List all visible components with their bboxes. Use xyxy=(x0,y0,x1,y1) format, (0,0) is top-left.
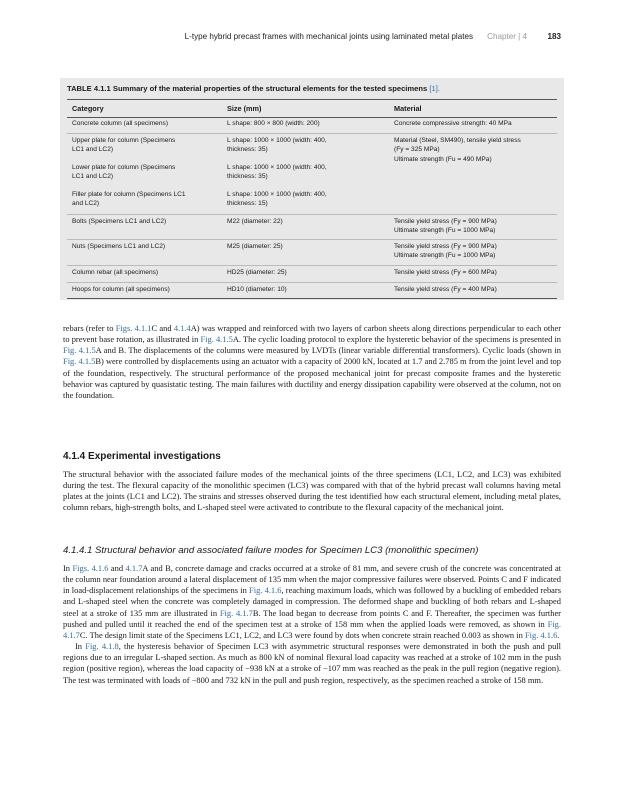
cell-size: L shape: 1000 × 1000 (width: 400, thickness: 35) xyxy=(227,137,327,154)
text: B. The load began to decrease from points C and F. Thereafter, the specimen was further pushed and pulled until it reached the end of the specimen test at a stroke of 158 mm when the applied loads were removed, as shown in xyxy=(63,607,561,629)
text: A and B. The displacements of the columns were measured by LVDTs (linear variable differential transformers). Cyclic loads (shown in xyxy=(95,345,561,356)
figure-link[interactable]: Fig. 4.1.6 xyxy=(524,629,558,640)
figure-link[interactable]: Fig. 4.1.7 xyxy=(219,607,253,618)
table-row xyxy=(67,187,557,215)
cell-size: HD25 (diameter: 25) xyxy=(227,269,287,276)
figure-link[interactable]: Fig. 4.1.5 xyxy=(63,345,96,356)
cell-material: Tensile yield stress (Fy = 900 MPa) Ultimate strength (Fu = 1000 MPa) xyxy=(394,218,497,235)
cell-material: Concrete compressive strength: 40 MPa xyxy=(394,120,512,127)
text: In xyxy=(75,641,83,652)
table-row xyxy=(67,265,557,283)
table-caption xyxy=(67,84,440,93)
text: The structural behavior with the associated failure modes of the mechanical joints of the three specimens (LC1, LC2, and LC3) was exhibited during the test. The flexural capacity of the monolithic specimen (LC3) was compared with that of the hybrid precast wall columns having metal plates at the joints (LC1 and LC2). The strains and stresses observed during the test identified how each structural element, including metal plates, column rebars, high-strength bolts, and L-shaped steel were activated to contribute to the flexural capacity of the mechanical joint. xyxy=(63,469,561,513)
cell-category: Concrete column (all specimens) xyxy=(72,120,169,127)
text: and xyxy=(110,563,124,573)
table-row xyxy=(67,239,557,266)
table-row xyxy=(67,214,557,240)
figure-link[interactable]: Fig. 4.1.8 xyxy=(85,641,119,652)
cell-material: Material (Steel, SM490), tensile yield stress (Fy = 325 MPa) Ultimate strength (Fu = 490 MPa) xyxy=(394,137,521,163)
header-material: Material xyxy=(394,104,422,113)
header-size: Size (mm) xyxy=(227,104,262,113)
table-caption-reference[interactable]: [1]. xyxy=(429,84,440,93)
table-label: TABLE 4.1.1 xyxy=(67,84,111,93)
subsection-heading: 4.1.4.1 Structural behavior and associated failure modes for Specimen LC3 (monolithic specimen) xyxy=(63,545,479,556)
cell-size: L shape: 800 × 800 (width: 200) xyxy=(227,120,320,127)
page-number: 183 xyxy=(547,32,561,41)
text: In xyxy=(63,563,71,573)
chapter-label: Chapter | 4 xyxy=(487,32,527,41)
table-row xyxy=(67,133,557,163)
table-caption-text: Summary of the material properties of the structural elements for the tested specimens xyxy=(112,84,428,93)
paragraph-lc3-failure xyxy=(63,563,561,686)
text: B) were controlled by displacements using an actuator with a capacity of 2000 kN, located at 1.7 and 2.785 m from the joint level and top of the foundation, respectively. The structural performance of the proposed mechanical joint for precast composite frames and the hysteretic behavior was captured by quasistatic testing. The main failures with ductility and energy dissipation capability were observed at the column, not on the foundation. xyxy=(63,356,561,400)
cell-category: Lower plate for column (Specimens LC1 and LC2) xyxy=(72,164,176,181)
cell-material: Tensile yield stress (Fy = 900 MPa) Ultimate strength (Fu = 1000 MPa) xyxy=(394,243,497,260)
text: C. The design limit state of the Specimens LC1, LC2, and LC3 were found by dots when concrete strain reached 0.003 as shown in xyxy=(79,629,523,640)
header-category: Category xyxy=(72,104,104,113)
running-title: L-type hybrid precast frames with mechanical joints using laminated metal plates xyxy=(184,32,473,41)
text: A) was wrapped and reinforced with two layers of carbon sheets along directions perpendicular to each other to prevent base rotation, as illustrated in xyxy=(63,323,562,345)
cell-category: Bolts (Specimens LC1 and LC2) xyxy=(72,218,167,225)
cell-category: Column rebar (all specimens) xyxy=(72,269,159,276)
paragraph-experimental xyxy=(63,469,561,514)
text: , reaching maximum loads, which was followed by a buckling of embedded rebars and L-shaped steel when the concrete was completely damaged in compression. The deformed shape and buckling of both rebars and L-shaped steel at a stroke of 135 mm are illustrated in xyxy=(63,585,561,618)
figure-link[interactable]: Fig. 4.1.5 xyxy=(63,356,96,367)
text: rebars (refer to xyxy=(63,323,114,333)
running-header xyxy=(64,32,561,46)
paragraph-test-setup xyxy=(63,323,561,401)
text: A and B, concrete damage and cracks occurred at a stroke of 81 mm, and severe crush of the concrete was concentrated at the column near foundation around a lateral displacement of 135 mm when the major compressive failures were observed. Points C and F indicated in load-displacement relationships of the specimens in xyxy=(63,563,562,596)
cell-material: Tensile yield stress (Fy = 600 MPa) xyxy=(394,269,497,276)
figure-link[interactable]: 4.1.4 xyxy=(173,323,191,333)
figure-link[interactable]: Fig. 4.1.6 xyxy=(249,585,282,596)
figure-link[interactable]: Fig. 4.1.7 xyxy=(63,618,562,640)
cell-size: M22 (diameter: 22) xyxy=(227,218,283,225)
cell-size: HD10 (diameter: 10) xyxy=(227,286,287,293)
figure-link[interactable]: 4.1.7 xyxy=(125,563,143,573)
material-properties-table xyxy=(60,78,564,300)
text: A. The cyclic loading protocol to explore the hysteretic behavior of the specimens is presented in xyxy=(232,334,562,345)
table-row xyxy=(67,116,557,134)
table-row xyxy=(67,282,557,299)
cell-material: Tensile yield stress (Fy = 400 MPa) xyxy=(394,286,497,293)
cell-size: L shape: 1000 × 1000 (width: 400, thickness: 15) xyxy=(227,191,327,208)
cell-category: Filler plate for column (Specimens LC1 and LC2) xyxy=(72,191,186,208)
figure-link[interactable]: Fig. 4.1.5 xyxy=(200,334,233,345)
cell-size: L shape: 1000 × 1000 (width: 400, thickness: 35) xyxy=(227,164,327,181)
cell-category: Nuts (Specimens LC1 and LC2) xyxy=(72,243,166,250)
cell-size: M25 (diameter: 25) xyxy=(227,243,283,250)
text: , the hysteresis behavior of Specimen LC3 with asymmetric structural responses were demonstrated in both the push and pull regions due to an irregular L-shaped section. As much as 800 kN of nominal flexural load capacity was reached at a stroke of 102 mm in the push region (positive region), whereas the load capacity of −938 kN at a stroke of −107 mm was reached as the peak in the pull region (negative region). The test was terminated with loads of −800 and 732 kN in the pull and push region, respectively, as the specimen reached a stroke of 158 mm. xyxy=(63,641,561,685)
text: C and xyxy=(151,323,172,333)
text: . xyxy=(557,629,560,640)
figure-link[interactable]: Figs. 4.1.6 xyxy=(72,563,109,573)
cell-category: Upper plate for column (Specimens LC1 and LC2) xyxy=(72,137,176,154)
cell-category: Hoops for column (all specimens) xyxy=(72,286,170,293)
figure-link[interactable]: Figs. 4.1.1 xyxy=(115,323,152,333)
table-row xyxy=(67,160,557,187)
section-heading: 4.1.4 Experimental investigations xyxy=(63,451,221,462)
